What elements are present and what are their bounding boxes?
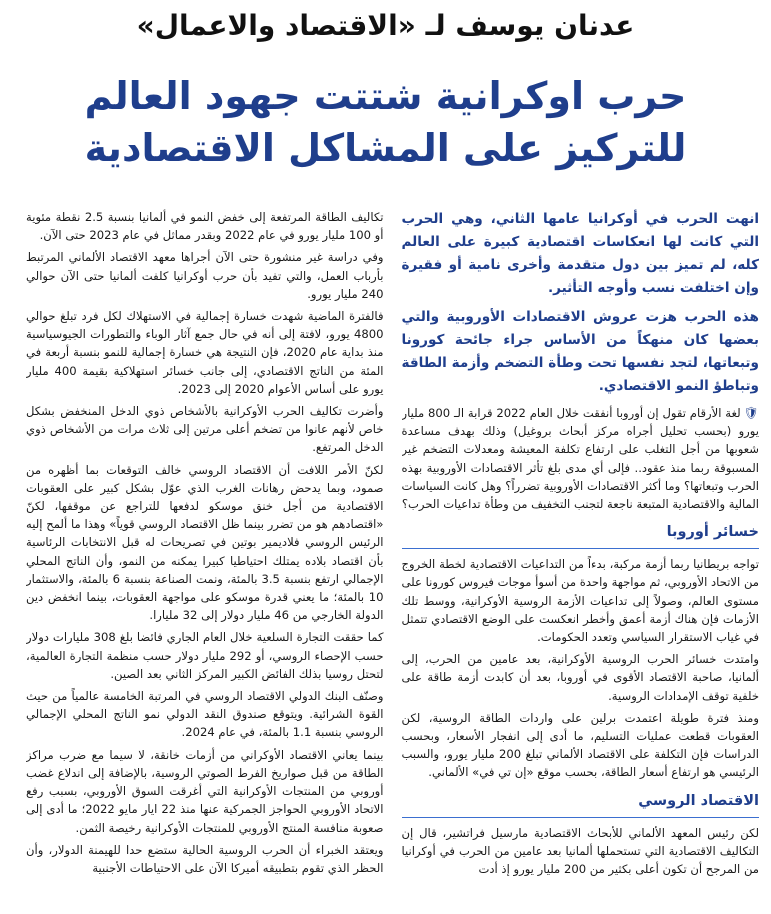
body-paragraph: فالفترة الماضية شهدت خسارة إجمالية في الاستهلاك لكل فرد تبلغ حوالي 4800 يورو، لافتة إلى أنه في حال جمع آثار الوباء والتطورات الجيوسياسية منذ بداية عام 2020، فإن النتيجة هي خسارة إجمالية للنمو بنسبة أربعة في المئة من الناتج الاقتصادي، إلى جانب خسائر استهلاكية بقيمة 400 مليار يورو على أساس الأعوام 2020 إلى 2023. [26, 309, 384, 396]
shield-globe-icon: 🛡 [743, 406, 759, 420]
body-paragraph: لكن رئيس المعهد الألماني للأبحاث الاقتصادية مارسيل فراتشير، قال إن التكاليف الاقتصادية التي تستحملها ألمانيا بعد عامين من الحرب في أوكرانيا من المرجح أن تكون أعلى بكثير من 200 مليار يورو إذ أدت [401, 825, 759, 877]
subheading-text: الاقتصاد الروسي [638, 792, 759, 809]
body-paragraph: وامتدت خسائر الحرب الروسية الأوكرانية، بعد عامين من الحرب، إلى ألمانيا، صاحبة الاقتصاد الأقوى في أوروبا، بعد أن كابدت أزمة طاقة على خلفية توقف الإمدادات الروسية. [401, 652, 759, 703]
body-paragraph: تكاليف الطاقة المرتفعة إلى خفض النمو في ألمانيا بنسبة 2.5 نقطة مئوية أو 100 مليار يورو في عام 2022 وبقدر مماثل في عام 2023 حتى الآن. [26, 210, 384, 243]
article-columns [26, 208, 759, 914]
lead-paragraph-1: انهت الحرب في أوكرانيا عامها الثاني، وهي الحرب التي كانت لها انعكاسات اقتصادية كبيرة على العالم كله، لم تميز بين دول متقدمة وأخرى نامية أو فقيرة وإن اختلفت نسب وأوجه التأثير. [401, 211, 759, 296]
left-column [26, 208, 384, 914]
byline: عدنان يوسف لـ «الاقتصاد والاعمال» [136, 9, 635, 42]
body-paragraph-text: لغة الأرقام تقول إن أوروبا أنفقت خلال العام 2022 قرابة الـ 800 مليار يورو (بحسب تحليل أجراه مركز أبحاث بروغيل) وذلك بهدف مساعدة شعوبها من أجل التغلب على ارتفاع تكلفة المعيشة ومعدلات التضخم غير المسبوقة ربما منذ عقود.. فإلى أي مدى بلغ تأثر الاقتصادات الأوروبية بهذه الحرب وتبعاتها؟ وما أكثر الاقتصادات الأوروبية تضرراً؟ وهل كانت السياسات المالية والاقتصادية المتبعة ناجعة لتجنب التخفيف من وطأة تداعيات الحرب؟ [401, 406, 759, 512]
body-paragraph: ويعتقد الخبراء أن الحرب الروسية الحالية ستضع حدا للهيمنة الدولار، وأن الحظر الذي تقوم بتطبيقه أميركا الآن على الاحتياطات الأجنبية [26, 842, 384, 875]
body-paragraph: تواجه بريطانيا ربما أزمة مركبة، بدءاً من التداعيات الاقتصادية لخطة الخروج من الاتحاد الأوروبي، ثم مواجهة واحدة من أسوأ موجات فيروس كورونا على مستوى العالم، وصولاً إلى تداعيات الأزمة الروسية الأوكرانية، ووسط تلك الأزمات فإن هناك أزمة أعمق وأخطر انعكست على الوضع الاقتصادي تتمثل في غياب الاستقرار السياسي وتعدد الحكومات. [401, 557, 759, 645]
body-paragraph: وأضرت تكاليف الحرب الأوكرانية بالأشخاص ذوي الدخل المنخفض بشكل خاص لأنهم عانوا من تضخم أعلى مرتين إلى ثلاث مرات من الأشخاص ذوي الدخل المرتفع. [26, 404, 384, 455]
headline [0, 70, 771, 174]
body-paragraph: كما حققت التجارة السلعية خلال العام الجاري فائضا بلغ 308 مليارات دولار حسب الإحصاء الروسي، أو 292 مليار دولار حسب منظمة التجارة العالمية، لتحتل روسيا بذلك الفائض الكبير المركز الثاني بعد الصين. [26, 630, 384, 681]
body-paragraph: بينما يعاني الاقتصاد الأوكراني من أزمات خانقة، لا سيما مع ضرب مراكز الطاقة من قبل صواريخ الفرط الصوتي الروسية، بالإضافة إلى اندلاع غضب أوروبي من المنتجات الأوكرانية التي أغرقت السوق الأوروبي، بسبب رفع الاتحاد الأوروبي الحواجز الجمركية عنها منذ 22 ايار مايو 2022؛ ما أدى إلى صعوبة منافسة المنتج الأوروبي للمنتجات الأوكرانية رخيصة الثمن. [26, 747, 384, 835]
body-paragraph: وفي دراسة غير منشورة حتى الآن أجراها معهد الاقتصاد الألماني المرتبط بأرباب العمل، والتي تفيد بأن حرب أوكرانيا كلفت ألمانيا حتى الآن حوالي 240 مليار يورو. [26, 250, 384, 301]
headline-line-2: للتركيز على المشاكل الاقتصادية [84, 126, 687, 170]
body-paragraph [402, 404, 760, 513]
headline-line-1: حرب اوكرانية شتتت جهود العالم [84, 74, 687, 118]
body-paragraph: ومنذ فترة طويلة اعتمدت برلين على واردات الطاقة الروسية، لكن العقوبات قطعت عمليات التسليم، ما أدى إلى انفجار الأسعار، وبحسب الدراسات فإن التكلفة على الاقتصاد الألماني تبلغ 200 مليار يورو، والسبب الرئيسي هو ارتفاع أسعار الطاقة، بحسب موقع «إن تي في» الألماني. [401, 710, 759, 780]
subheading-europe-losses [402, 519, 760, 549]
body-paragraph: لكنّ الأمر اللافت أن الاقتصاد الروسي خالف التوقعات بما أظهره من صمود، وبما يدحض رهانات الغرب الذي عوّل بشكل كبير على العقوبات الاقتصادية من أجل خنق موسكو لدفعها للتراجع عن موقفها، لكنّ «اقتصادهم هو من تضرر بينما ظل الاقتصاد الروسي قوياً» وهذا ما ألمح إليه الرئيس الروسي فلاديمير بوتين في تصريحات له قبل الانتخابات الرئاسية بأن اقتصاد بلاده يمتلك احتياطيا كبيرا يمكنه من النمو، وأن الناتج المحلي الإجمالي ارتفع بنسبة 3.5 بالمئة، ونمت الصناعة بنسبة 6 بالمئة، والاستثمار 10 بالمئة؛ ما يعني قدرة موسكو على مواجهة العقوبات، بينما انخفض دين الدولة الخارجي من 46 مليار دولار إلى 32 مليارا. [26, 462, 384, 623]
body-paragraph: وصنّف البنك الدولي الاقتصاد الروسي في المرتبة الخامسة عالمياً من حيث القوة الشرائية. ويتوقع صندوق النقد الدولي نمو الناتج المحلي الإجمالي الروسي بنسبة 1.1 بالمئة، في عام 2024. [26, 689, 384, 740]
lead-paragraph-2: هذه الحرب هزت عروش الاقتصادات الأوروبية والتي بعضها كان منهكاً من الأساس جراء جائحة كورونا وتبعاتها، لتجد نفسها تحت وطأة التضخم وأزمة الطاقة وتباطؤ النمو الاقتصادي. [401, 309, 759, 394]
subheading-russian-economy [402, 788, 760, 818]
right-column [402, 208, 760, 914]
subheading-text: خسائر أوروبا [666, 524, 759, 541]
